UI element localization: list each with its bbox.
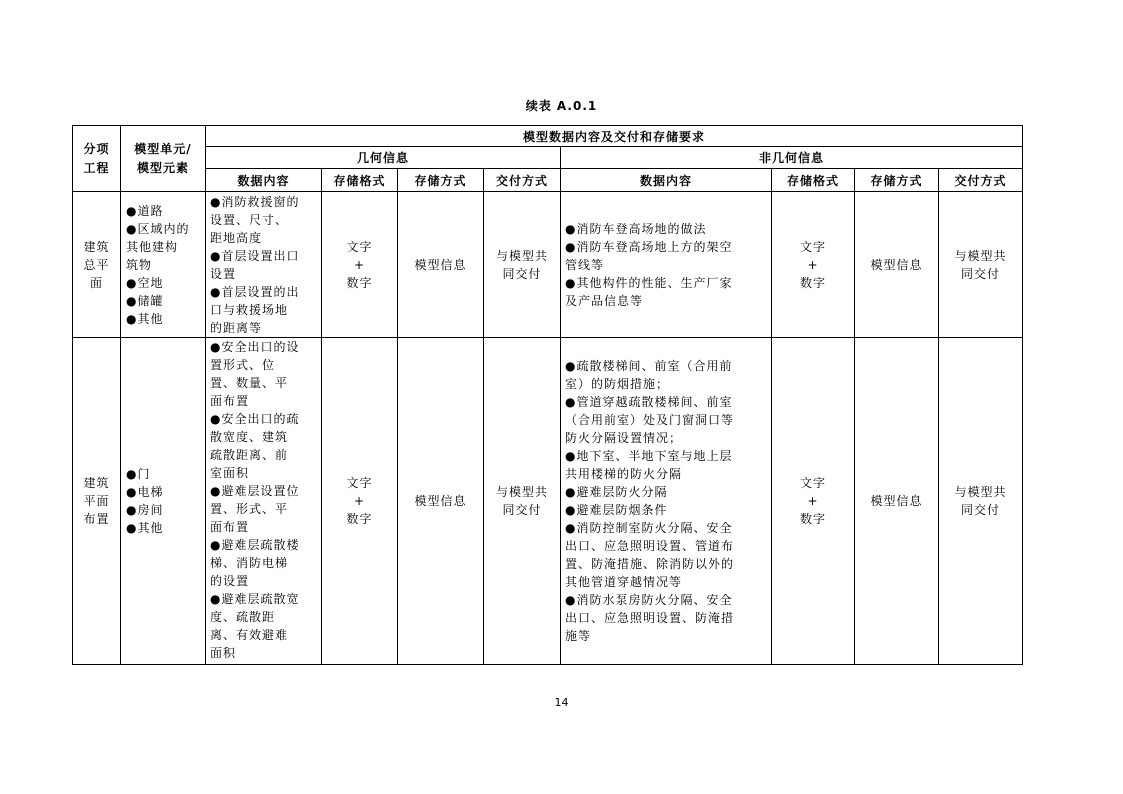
page-number: 14 [554, 696, 569, 709]
geo-delivery-cell: 与模型共 同交付 [484, 338, 561, 665]
list-item: ●电梯 [126, 485, 164, 499]
header-geo-delivery: 交付方式 [484, 169, 561, 192]
geo-format-cell: 文字 + 数字 [322, 192, 398, 338]
geo-content-cell [206, 338, 322, 665]
header-geo-format: 存储格式 [322, 169, 398, 192]
nongeo-format-cell: 文字 + 数字 [772, 338, 855, 665]
nongeo-storage-cell: 模型信息 [855, 338, 939, 665]
geo-storage-cell: 模型信息 [398, 338, 484, 665]
list-item: ●安全出口的设 置形式、位 置、数量、平 面布置 [210, 340, 300, 408]
list-item: ●房间 [126, 503, 164, 517]
header-nongeo-content: 数据内容 [561, 169, 772, 192]
header-geo-storage: 存储方式 [398, 169, 484, 192]
list-item: ●避难层疏散楼 梯、消防电梯 的设置 [210, 538, 300, 588]
list-item: ●消防水泵房防火分隔、安全 出口、应急照明设置、防淹措 施等 [565, 593, 735, 643]
header-non-geometric: 非几何信息 [561, 147, 1023, 169]
list-item: ●避难层防烟条件 [565, 503, 668, 517]
list-item: ●首层设置出口 设置 [210, 248, 300, 281]
list-item: ●消防车登高场地上方的架空 管线等 [565, 239, 733, 272]
nongeo-format-cell: 文字 + 数字 [772, 192, 855, 338]
list-item: ●其他构件的性能、生产厂家 及产品信息等 [565, 275, 733, 308]
list-item: ●储罐 [126, 293, 164, 308]
model-data-table [72, 125, 1023, 665]
header-model-unit: 模型单元/ 模型元素 [121, 126, 206, 192]
list-item: ●管道穿越疏散楼梯间、前室 （合用前室）处及门窗洞口等 防火分隔设置情况； [565, 395, 735, 445]
list-item: ●其他 [126, 521, 164, 535]
header-main: 模型数据内容及交付和存储要求 [206, 126, 1023, 147]
nongeo-delivery-cell: 与模型共 同交付 [939, 192, 1023, 338]
category-cell: 建筑 平面 布置 [73, 338, 121, 665]
list-item: ●安全出口的疏 散宽度、建筑 疏散距离、前 室面积 [210, 412, 300, 480]
header-geo-content: 数据内容 [206, 169, 322, 192]
list-item: ●其他 [126, 311, 164, 326]
header-nongeo-delivery: 交付方式 [939, 169, 1023, 192]
category-cell: 建筑 总平 面 [73, 192, 121, 338]
list-item: ●避难层设置位 置、形式、平 面布置 [210, 484, 300, 534]
list-item: ●避难层防火分隔 [565, 485, 668, 499]
geo-content-cell [206, 192, 322, 338]
nongeo-content-cell [561, 338, 772, 665]
list-item: ●道路 [126, 203, 164, 218]
header-nongeo-format: 存储格式 [772, 169, 855, 192]
geo-format-cell: 文字 + 数字 [322, 338, 398, 665]
table-row [73, 192, 1023, 338]
table-row [73, 338, 1023, 665]
list-item: ●消防控制室防火分隔、安全 出口、应急照明设置、管道布 置、防淹措施、除消防以外的 其他管道穿越情况等 [565, 521, 735, 589]
list-item: ●消防车登高场地的做法 [565, 221, 707, 236]
header-geometric: 几何信息 [206, 147, 561, 169]
list-item: ●避难层疏散宽 度、疏散距 离、有效避难 面积 [210, 592, 300, 660]
nongeo-content-cell [561, 192, 772, 338]
list-item: ●区域内的 其他建构 筑物 [126, 221, 190, 272]
list-item: ●门 [126, 467, 151, 481]
geo-storage-cell: 模型信息 [398, 192, 484, 338]
list-item: ●首层设置的出 口与救援场地 的距离等 [210, 284, 300, 335]
elements-cell [121, 338, 206, 665]
list-item: ●疏散楼梯间、前室（合用前 室）的防烟措施； [565, 359, 733, 391]
header-sub-project: 分项 工程 [73, 126, 121, 192]
geo-delivery-cell: 与模型共 同交付 [484, 192, 561, 338]
list-item: ●消防救援窗的 设置、尺寸、 距地高度 [210, 194, 300, 245]
elements-cell [121, 192, 206, 338]
nongeo-delivery-cell: 与模型共 同交付 [939, 338, 1023, 665]
list-item: ●地下室、半地下室与地上层 共用楼梯的防火分隔 [565, 449, 733, 481]
list-item: ●空地 [126, 275, 164, 290]
header-nongeo-storage: 存储方式 [855, 169, 939, 192]
nongeo-storage-cell: 模型信息 [855, 192, 939, 338]
table-caption: 续表 A.0.1 [525, 99, 598, 113]
